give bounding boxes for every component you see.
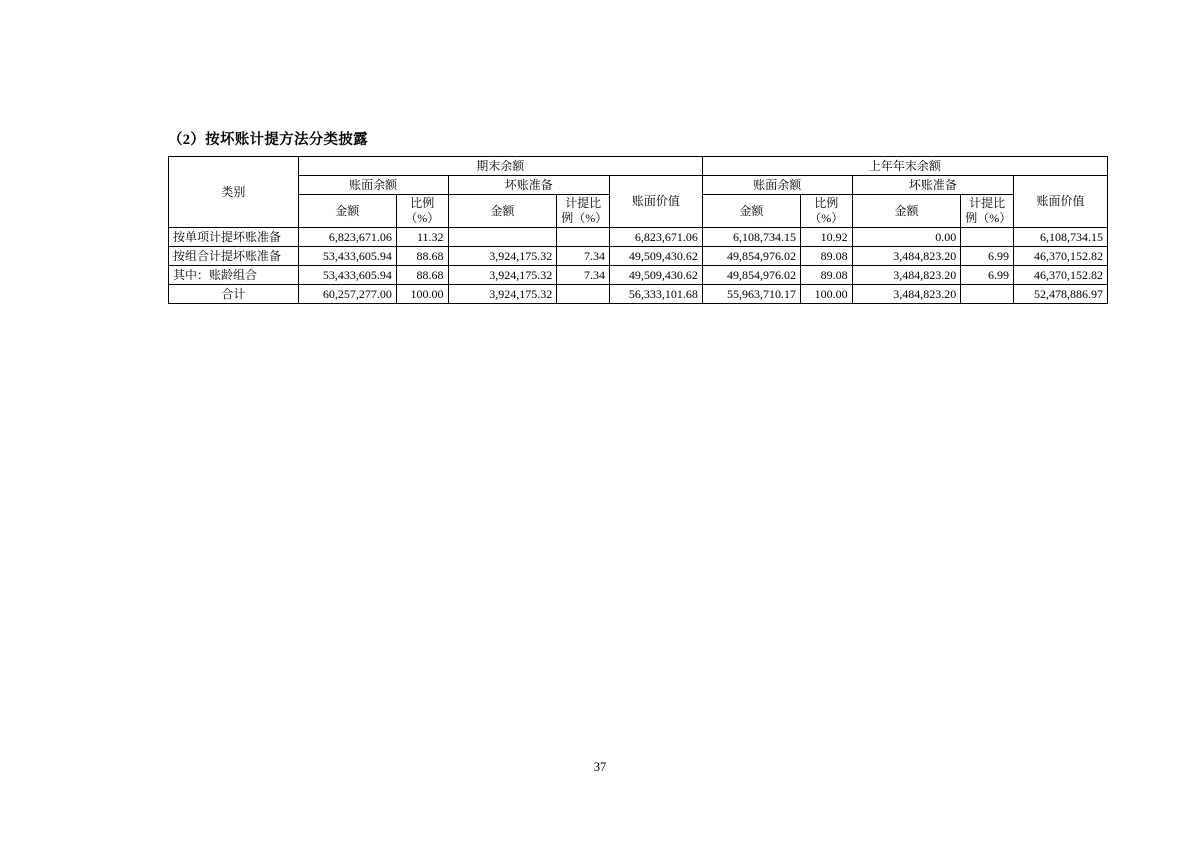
header-prior-bad-debt-provision: 坏账准备 [852,176,1013,195]
row-end-carrying: 49,509,430.62 [609,247,702,266]
header-end-provision-ratio-line2: 例（%） [561,211,608,226]
row-prior-provision: 0.00 [852,228,961,247]
header-end-carrying-value: 账面价值 [609,176,702,228]
row-prior-provision: 3,484,823.20 [852,285,961,304]
header-end-ratio-line2: （%） [405,211,440,226]
row-prior-amount: 49,854,976.02 [702,266,800,285]
row-end-provision-ratio [557,228,610,247]
row-end-carrying: 6,823,671.06 [609,228,702,247]
header-prior-year-end-group: 上年年末余额 [702,157,1107,176]
row-prior-amount: 6,108,734.15 [702,228,800,247]
header-prior-ratio-line1: 比例 [814,196,839,211]
header-end-ratio [396,195,448,228]
header-end-amount: 金额 [298,195,396,228]
row-end-provision: 3,924,175.32 [448,247,557,266]
row-prior-provision-ratio: 6.99 [961,266,1014,285]
header-prior-amount: 金额 [702,195,800,228]
header-prior-carrying-value: 账面价值 [1014,176,1108,228]
row-category: 按组合计提坏账准备 [169,247,299,266]
row-end-provision: 3,924,175.32 [448,266,557,285]
row-prior-ratio: 10.92 [800,228,852,247]
header-end-provision-amount: 金额 [448,195,557,228]
bad-debt-provision-table [168,156,1108,304]
row-end-provision-ratio: 7.34 [557,266,610,285]
row-prior-ratio: 100.00 [800,285,852,304]
table-header-row-2 [169,176,1108,195]
row-end-ratio: 88.68 [396,266,448,285]
row-end-amount: 60,257,277.00 [298,285,396,304]
row-prior-ratio: 89.08 [800,247,852,266]
table-header-row-1 [169,157,1108,176]
row-end-amount: 6,823,671.06 [298,228,396,247]
header-end-provision-ratio [557,195,610,228]
row-prior-ratio: 89.08 [800,266,852,285]
row-prior-amount: 49,854,976.02 [702,247,800,266]
row-end-provision [448,228,557,247]
row-prior-carrying: 52,478,886.97 [1014,285,1108,304]
row-prior-provision: 3,484,823.20 [852,247,961,266]
section-heading: （2）按坏账计提方法分类披露 [168,132,368,148]
header-prior-provision-amount: 金额 [852,195,961,228]
row-prior-provision-ratio [961,285,1014,304]
header-end-bad-debt-provision: 坏账准备 [448,176,609,195]
header-category: 类别 [169,157,299,228]
header-prior-ratio-line2: （%） [809,211,844,226]
table-row-total [169,285,1108,304]
row-end-ratio: 11.32 [396,228,448,247]
header-prior-ratio [800,195,852,228]
header-prior-provision-ratio [961,195,1014,228]
row-end-carrying: 56,333,101.68 [609,285,702,304]
row-prior-provision-ratio: 6.99 [961,247,1014,266]
document-body [168,130,1108,304]
row-end-provision: 3,924,175.32 [448,285,557,304]
row-prior-provision-ratio [961,228,1014,247]
header-prior-provision-ratio-line2: 例（%） [965,211,1012,226]
row-end-ratio: 88.68 [396,247,448,266]
header-period-end-group: 期末余额 [298,157,702,176]
row-category: 合计 [169,285,299,304]
row-end-provision-ratio: 7.34 [557,247,610,266]
row-prior-provision: 3,484,823.20 [852,266,961,285]
table-row [169,247,1108,266]
page-number: 37 [593,760,607,774]
row-end-amount: 53,433,605.94 [298,266,396,285]
header-prior-book-balance: 账面余额 [702,176,852,195]
row-prior-carrying: 46,370,152.82 [1014,266,1108,285]
row-prior-carrying: 46,370,152.82 [1014,247,1108,266]
row-prior-carrying: 6,108,734.15 [1014,228,1108,247]
row-end-provision-ratio [557,285,610,304]
header-prior-provision-ratio-line1: 计提比 [969,196,1006,211]
row-end-amount: 53,433,605.94 [298,247,396,266]
table-row [169,228,1108,247]
row-end-ratio: 100.00 [396,285,448,304]
row-category: 按单项计提坏账准备 [169,228,299,247]
table-row [169,266,1108,285]
row-category: 其中：账龄组合 [169,266,299,285]
header-end-provision-ratio-line1: 计提比 [565,196,602,211]
row-prior-amount: 55,963,710.17 [702,285,800,304]
header-end-ratio-line1: 比例 [410,196,435,211]
header-end-book-balance: 账面余额 [298,176,448,195]
row-end-carrying: 49,509,430.62 [609,266,702,285]
